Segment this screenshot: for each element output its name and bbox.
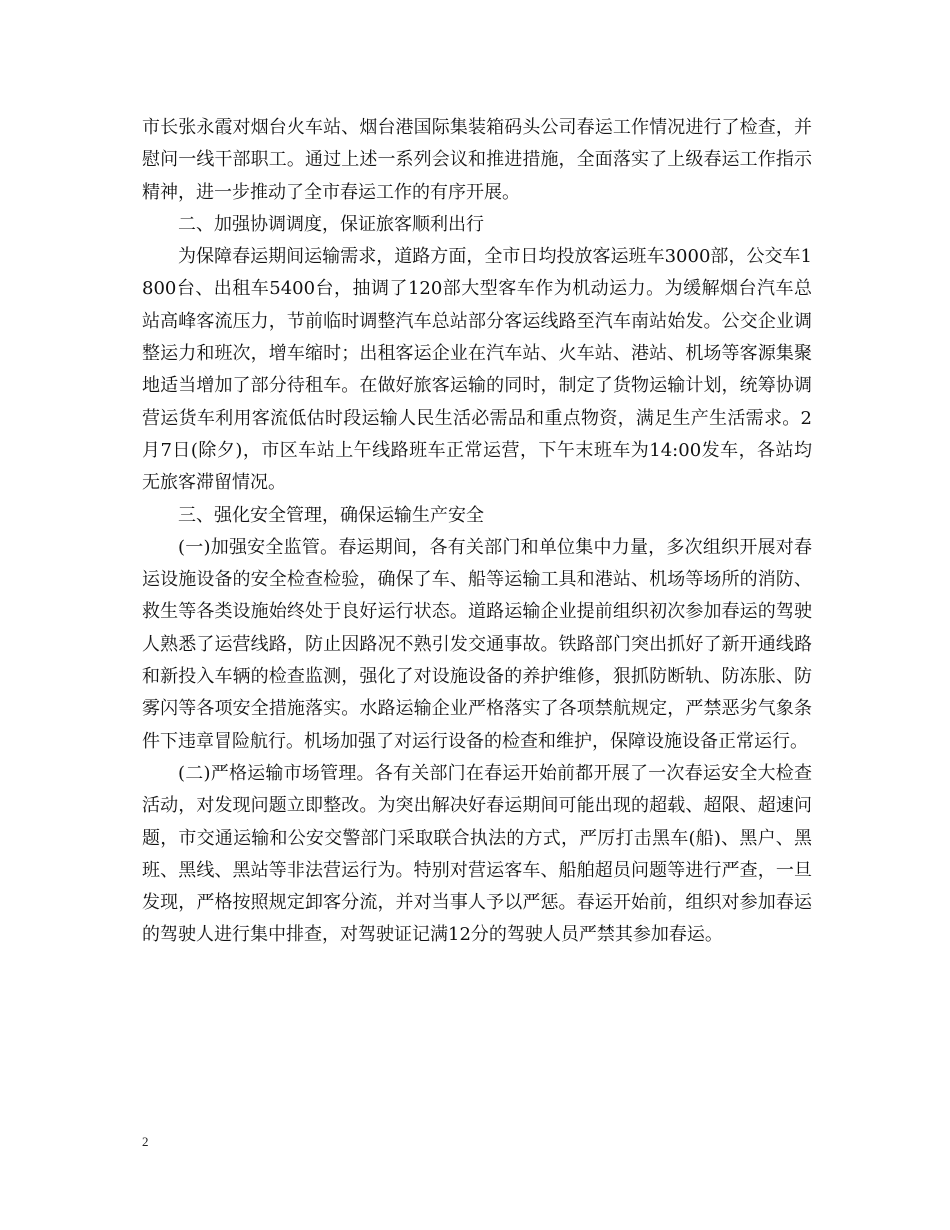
paragraph-market-management: (二)严格运输市场管理。各有关部门在春运开始前都开展了一次春运安全大检查活动，对发现问题立即整改。为突出解决好春运期间可能出现的超载、超限、超速问题，市交通运输和公安交警部门采取联合执法的方式，严厉打击黑车(船)、黑户、黑班、黑线、黑站等非法营运行为。特别对营运客车、船舶超员问题等进行严查，一旦发现，严格按照规定卸客分流，并对当事人予以严惩。春运开始前，组织对参加春运的驾驶人进行集中排查，对驾驶证记满12分的驾驶人员严禁其参加春运。 [142, 762, 812, 946]
paragraph-transport-capacity: 为保障春运期间运输需求，道路方面，全市日均投放客运班车3000部，公交车1800台、出租车5400台，抽调了120部大型客车作为机动运力。为缓解烟台汽车总站高峰客流压力，节前临时调整汽车总站部分客运线路至汽车南站始发。公交企业调整运力和班次，增车缩时；出租客运企业在汽车站、火车站、港站、机场等客源集聚地适当增加了部分待租车。在做好旅客运输的同时，制定了货物运输计划，统筹协调营运货车利用客流低估时段运输人民生活必需品和重点物资，满足生产生活需求。2月7日(除夕)，市区车站上午线路班车正常运营，下午末班车为14:00发车，各站均无旅客滞留情况。 [142, 246, 812, 494]
section-heading-3: 三、强化安全管理，确保运输生产安全 [178, 504, 484, 526]
document-body [142, 112, 812, 952]
paragraph-continued: 市长张永霞对烟台火车站、烟台港国际集装箱码头公司春运工作情况进行了检查，并慰问一线干部职工。通过上述一系列会议和推进措施，全面落实了上级春运工作指示精神，进一步推动了全市春运工作的有序开展。 [142, 117, 812, 203]
paragraph-safety-supervision: (一)加强安全监管。春运期间，各有关部门和单位集中力量，多次组织开展对春运设施设备的安全检查检验，确保了车、船等运输工具和港站、机场等场所的消防、救生等各类设施始终处于良好运行状态。道路运输企业提前组织初次参加春运的驾驶人熟悉了运营线路，防止因路况不熟引发交通事故。铁路部门突出抓好了新开通线路和新投入车辆的检查监测，强化了对设施设备的养护维修，狠抓防断轨、防冻胀、防雾闪等各项安全措施落实。水路运输企业严格落实了各项禁航规定，严禁恶劣气象条件下违章冒险航行。机场加强了对运行设备的检查和维护，保障设施设备正常运行。 [142, 536, 812, 752]
page-number: 2 [142, 1134, 149, 1149]
section-heading-2: 二、加强协调调度，保证旅客顺利出行 [178, 213, 484, 235]
